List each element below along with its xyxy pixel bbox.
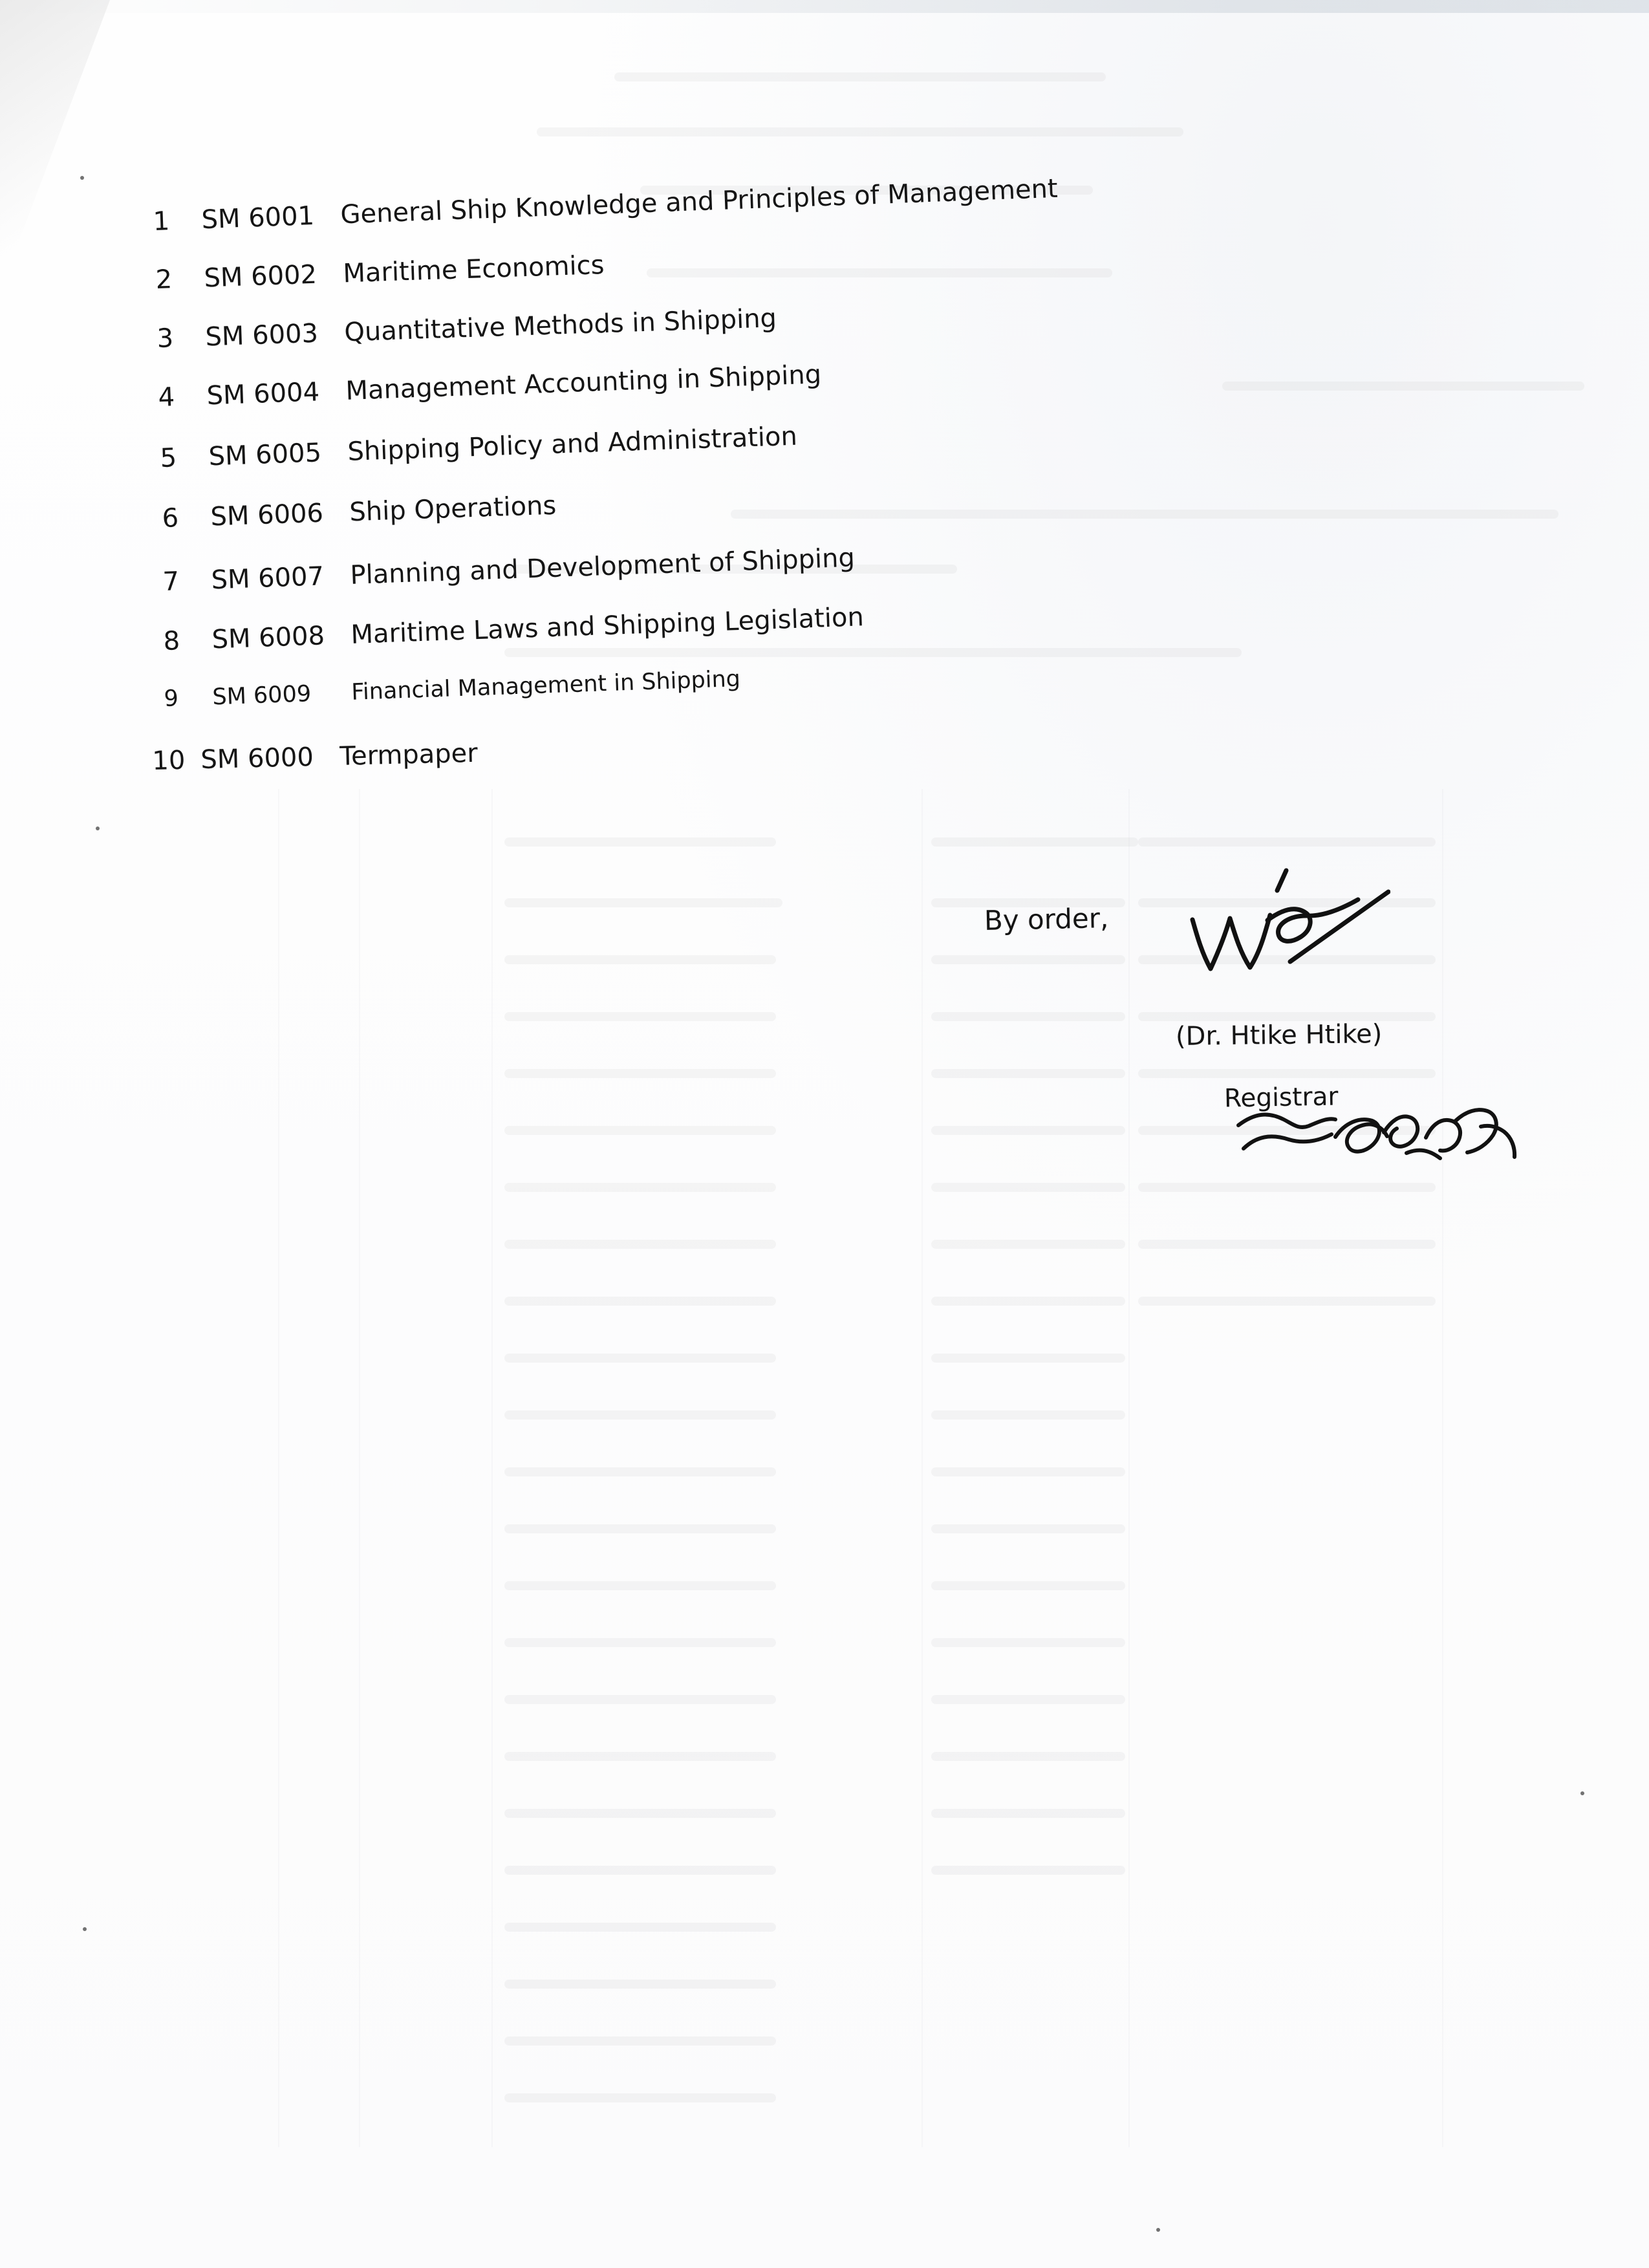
course-title: Termpaper	[339, 738, 479, 772]
course-code: SM 6001	[200, 200, 315, 235]
course-number: 10	[151, 745, 186, 776]
course-number: 2	[155, 265, 173, 295]
course-number: 8	[162, 626, 180, 656]
handwritten-signature	[1183, 857, 1390, 980]
course-code: SM 6003	[204, 318, 319, 352]
course-title: Management Accounting in Shipping	[345, 360, 822, 406]
course-number: 5	[159, 443, 177, 473]
course-code: SM 6004	[206, 377, 320, 411]
course-number: 9	[163, 686, 179, 712]
signer-title: Registrar	[1223, 1082, 1339, 1114]
course-title: Ship Operations	[349, 490, 557, 528]
course-number: 4	[157, 382, 175, 413]
course-number: 7	[162, 567, 180, 597]
handwritten-seal-mark	[1232, 1085, 1536, 1169]
course-code: SM 6007	[210, 561, 325, 596]
course-title: Maritime Economics	[342, 250, 605, 289]
order-text: By order,	[984, 902, 1109, 936]
course-code: SM 6005	[208, 438, 322, 472]
course-title: Planning and Development of Shipping	[349, 543, 856, 590]
scan-speck	[96, 826, 100, 830]
course-number: 1	[152, 206, 171, 237]
signer-name: (Dr. Htike Htike)	[1175, 1019, 1383, 1052]
course-title: Quantitative Methods in Shipping	[343, 303, 777, 348]
scan-speck	[1156, 2228, 1160, 2232]
course-title: Maritime Laws and Shipping Legislation	[350, 602, 865, 650]
course-title: General Ship Knowledge and Principles of Management	[339, 173, 1059, 230]
course-code: SM 6002	[203, 259, 318, 294]
course-code: SM 6009	[211, 681, 312, 711]
scan-speck	[80, 176, 84, 180]
course-number: 3	[156, 323, 174, 354]
scan-speck	[1580, 1791, 1584, 1795]
course-code: SM 6008	[211, 621, 325, 655]
scan-speck	[83, 1927, 87, 1931]
course-code: SM 6000	[200, 742, 314, 775]
course-title: Shipping Policy and Administration	[347, 421, 798, 467]
course-title: Financial Management in Shipping	[350, 665, 741, 706]
course-code: SM 6006	[210, 498, 324, 532]
course-number: 6	[161, 503, 179, 534]
